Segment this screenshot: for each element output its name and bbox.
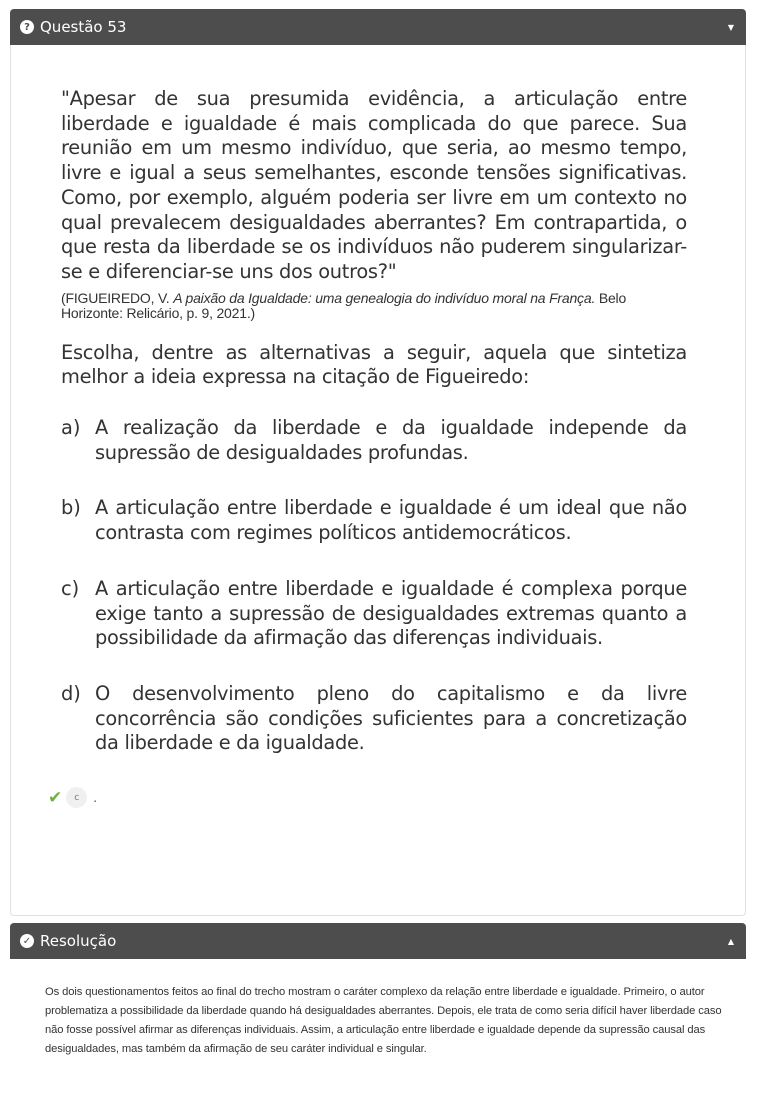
citation	[61, 291, 687, 321]
option-letter: a)	[61, 416, 81, 440]
answer-badge: c	[66, 787, 87, 808]
answer-row	[48, 787, 687, 808]
question-circle-icon: ?	[20, 20, 34, 34]
resolution-panel	[10, 923, 746, 1106]
checkmark-icon: ✔	[48, 787, 63, 808]
option-text: A articulação entre liberdade e igualdade é complexa porque exige tanto a supressão de desigualdades extremas quanto a possibilidade da afirmação das diferenças individuais.	[95, 576, 687, 650]
option-d[interactable]	[61, 682, 687, 756]
resolution-title: Resolução	[40, 932, 117, 950]
caret-down-icon[interactable]: ▼	[727, 22, 734, 32]
question-prompt: Escolha, dentre as alternativas a seguir, aquela que sintetiza melhor a ideia expressa na citação de Figueiredo:	[61, 340, 687, 389]
question-title: Questão 53	[40, 18, 127, 36]
option-letter: c)	[61, 576, 80, 600]
option-c[interactable]	[61, 577, 687, 651]
options-list	[61, 416, 687, 756]
quote-text: "Apesar de sua presumida evidência, a articulação entre liberdade e igualdade é mais complicada do que parece. Sua reunião em um mesmo indivíduo, que seria, ao mesmo tempo, livre e igual a seus semelhantes, esconde tensões significativas. Como, por exemplo, alguém poderia ser livre em um contexto no qual prevalecem desigualdades aberrantes? Em contrapartida, o que resta da liberdade se os indivíduos não puderem singularizar-se e diferenciar-se uns dos outros?"	[61, 87, 687, 283]
citation-prefix: (FIGUEIREDO, V.	[61, 289, 174, 306]
option-letter: b)	[61, 496, 81, 520]
citation-title: A paixão da Igualdade: uma genealogia do indivíduo moral na França.	[173, 289, 596, 306]
answer-suffix: .	[93, 790, 98, 805]
option-text: O desenvolvimento pleno do capitalismo e da livre concorrência são condições suficientes para a concretização da liberdade e da igualdade.	[95, 681, 687, 755]
option-text: A realização da liberdade e da igualdade independe da supressão de desigualdades profundas.	[95, 416, 687, 464]
option-a[interactable]	[61, 416, 687, 465]
question-body	[10, 45, 746, 916]
option-text: A articulação entre liberdade e igualdade é um ideal que não contrasta com regimes políticos antidemocráticos.	[95, 496, 687, 545]
question-panel	[10, 9, 746, 916]
caret-up-icon[interactable]: ▲	[727, 936, 734, 946]
option-b[interactable]	[61, 496, 687, 545]
resolution-body	[10, 959, 746, 1059]
resolution-text: Os dois questionamentos feitos ao final do trecho mostram o caráter complexo da relação entre liberdade e igualdade. Primeiro, o autor problematiza a possibilidade da liberdade quando há desigualdades aberrantes. Depois, ele trata de como seria difícil haver liberdade caso não fosse possível afirmar as diferenças individuais. Assim, a articulação entre liberdade e igualdade depende da supressão causal das desigualdades, mas também da afirmação de seu caráter individual e singular.	[45, 986, 722, 1055]
citation-suffix: Belo Horizonte: Relicário, p. 9, 2021.)	[61, 289, 627, 321]
resolution-header[interactable]	[10, 923, 746, 959]
option-letter: d)	[61, 681, 81, 705]
check-circle-icon: ✓	[20, 934, 34, 948]
question-header[interactable]	[10, 9, 746, 45]
